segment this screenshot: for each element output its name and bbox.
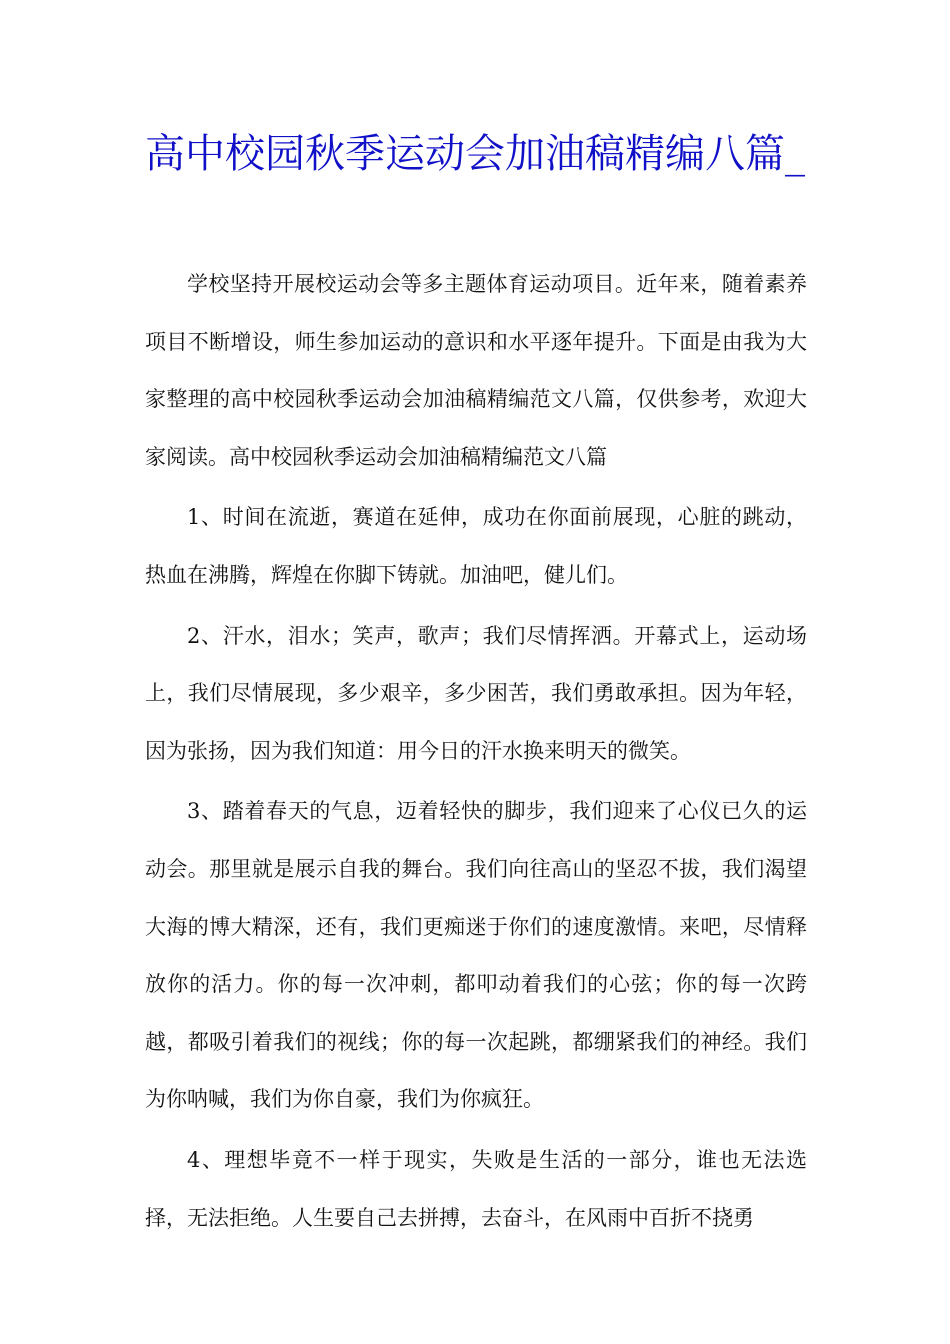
paragraph-intro: 学校坚持开展校运动会等多主题体育运动项目。近年来，随着素养项目不断增设，师生参加运动的意识和水平逐年提升。下面是由我为大家整理的高中校园秋季运动会加油稿精编范文八篇，仅供参考，欢迎大家阅读。高中校园秋季运动会加油稿精编范文八篇 — [145, 272, 807, 469]
paragraph-3: 3、踏着春天的气息，迈着轻快的脚步，我们迎来了心仪已久的运动会。那里就是展示自我的舞台。我们向往高山的坚忍不拔，我们渴望大海的博大精深，还有，我们更痴迷于你们的速度激情。来吧，尽情释放你的活力。你的每一次冲刺，都叩动着我们的心弦；你的每一次跨越，都吸引着我们的视线；你的每一次起跳，都绷紧我们的神经。我们为你呐喊，我们为你自豪，我们为你疯狂。 — [145, 799, 807, 1112]
paragraph-1: 1、时间在流逝，赛道在延伸，成功在你面前展现，心脏的跳动，热血在沸腾，辉煌在你脚下铸就。加油吧，健儿们。 — [145, 505, 807, 587]
document-title: 高中校园秋季运动会加油稿精编八篇_ — [145, 131, 805, 177]
document-body — [145, 256, 807, 1250]
paragraph-2: 2、汗水，泪水；笑声，歌声；我们尽情挥洒。开幕式上，运动场上，我们尽情展现，多少艰辛，多少困苦，我们勇敢承担。因为年轻，因为张扬，因为我们知道：用今日的汗水换来明天的微笑。 — [145, 623, 807, 763]
paragraph-4: 4、理想毕竟不一样于现实，失败是生活的一部分，谁也无法选择，无法拒绝。人生要自己去拼搏，去奋斗，在风雨中百折不挠勇 — [145, 1147, 807, 1230]
